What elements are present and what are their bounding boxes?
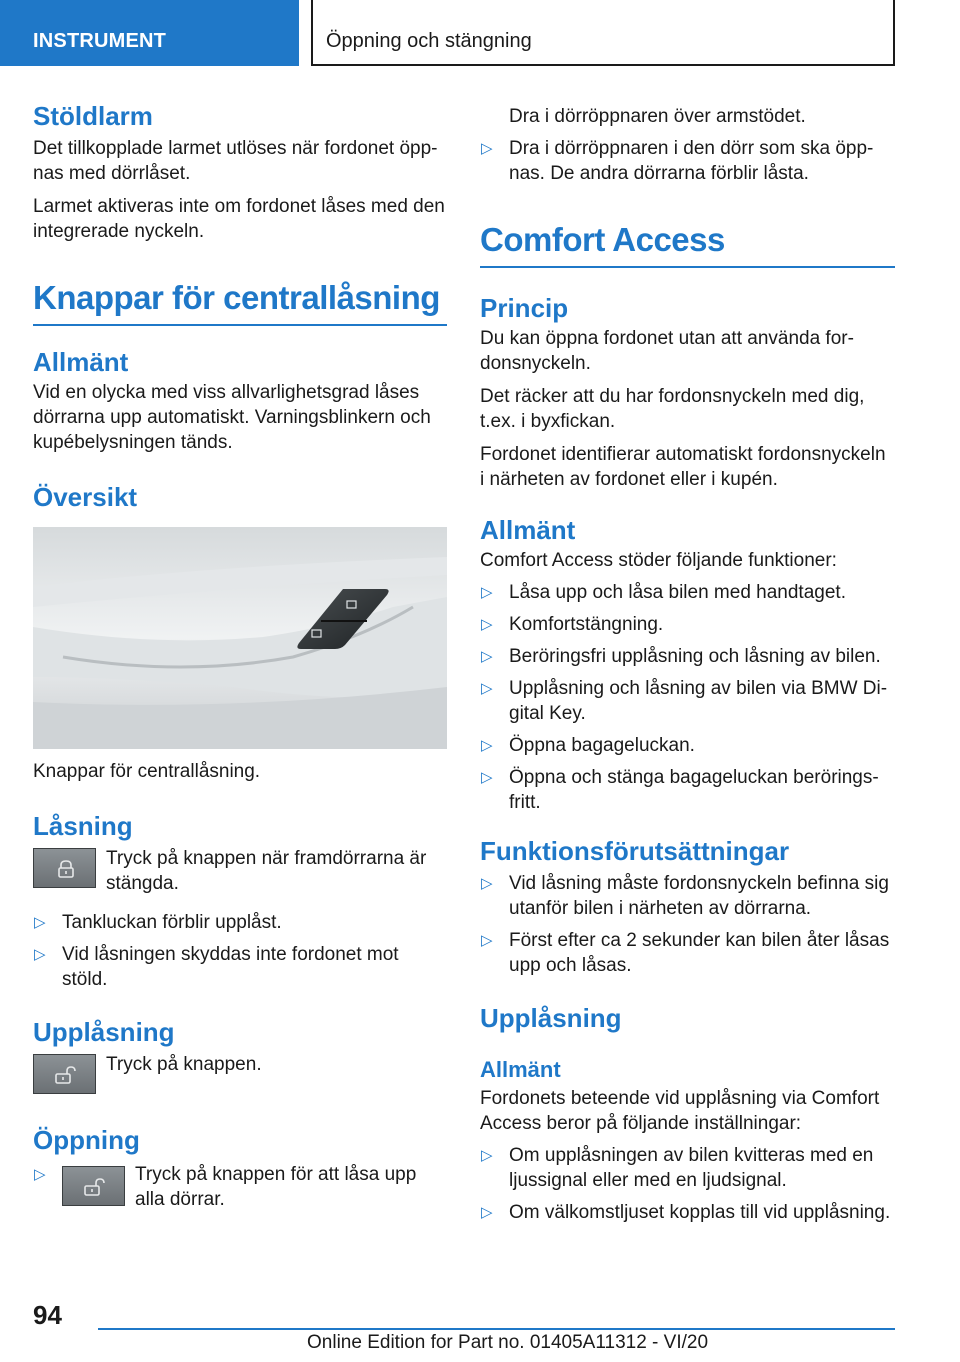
photo-caption: Knappar för centrallåsning. <box>33 761 261 782</box>
list-item: ▷ Först efter ca 2 sekunder kan bilen åter låsas upp och låsas. <box>481 930 890 976</box>
heading-upplasning: Upplåsning <box>33 1017 175 1047</box>
heading-princip: Princip <box>480 293 569 323</box>
paragraph: Dra i dörröppnaren över armstödet. <box>509 106 806 127</box>
door-buttons-photo <box>33 527 447 749</box>
lock-button-row <box>33 846 447 896</box>
heading-allmant: Allmänt <box>33 347 129 377</box>
paragraph: Fordonet identifierar automatiskt fordonsnyckeln i närheten av fordonet eller i kupén. <box>480 444 886 490</box>
list-item: ▷ Vid låsningen skyddas inte fordonet mot stöld. <box>34 944 399 990</box>
heading-allmant: Allmänt <box>480 515 576 545</box>
lock-button-image <box>33 848 96 888</box>
paragraph: Du kan öppna fordonet utan att använda for-donsnyckeln. <box>480 328 854 374</box>
triangle-right-icon: ▷ <box>34 946 46 963</box>
heading-lasning: Låsning <box>33 811 133 841</box>
list-item: ▷ Om välkomstljuset kopplas till vid upplåsning. <box>481 1202 891 1223</box>
triangle-right-icon: ▷ <box>481 875 493 892</box>
paragraph: Vid en olycka med viss allvarlighetsgrad låses dörrarna upp automatiskt. Varningsblinkern och kupébelysningen tänds. <box>33 382 431 453</box>
unlock-icon <box>55 1064 77 1086</box>
footer-divider <box>98 1328 895 1330</box>
triangle-right-icon: ▷ <box>481 932 493 949</box>
heading-oversikt: Översikt <box>33 482 138 512</box>
paragraph: Det räcker att du har fordonsnyckeln med dig, t.ex. i byxfickan. <box>480 386 865 432</box>
page-header <box>0 0 960 66</box>
door-panel-illustration <box>33 527 447 749</box>
triangle-right-icon: ▷ <box>34 914 46 931</box>
heading-stoldlarm: Stöldlarm <box>33 101 153 131</box>
chapter-tab <box>311 0 895 66</box>
list-item: ▷ Öppna och stänga bagageluckan berörings-fritt. <box>481 767 879 813</box>
lock-instruction: Tryck på knappen när framdörrarna är stängda. <box>106 848 427 894</box>
heading-knappar: Knappar för centrallåsning <box>33 278 447 326</box>
triangle-right-icon: ▷ <box>481 1204 493 1221</box>
unlock-button-image <box>33 1054 96 1094</box>
list-item: ▷ Låsa upp och låsa bilen med handtaget. <box>481 582 846 603</box>
triangle-right-icon: ▷ <box>481 1147 493 1164</box>
edition-text: Online Edition for Part no. 01405A11312 - VI/20 <box>307 1332 709 1353</box>
paragraph: Larmet aktiveras inte om fordonet låses med den integrerade nyckeln. <box>33 196 445 242</box>
heading-upplasning: Upplåsning <box>480 1003 622 1033</box>
heading-comfort-access: Comfort Access <box>480 220 895 268</box>
list-item: ▷ Vid låsning måste fordonsnyckeln befinna sig utanför bilen i närheten av dörrarna. <box>481 873 889 919</box>
list-item: ▷ Öppna bagageluckan. <box>481 735 695 756</box>
subheading-allmant: Allmänt <box>480 1057 561 1082</box>
section-label: INSTRUMENT <box>33 30 167 52</box>
unlock-button-image <box>62 1166 125 1206</box>
list-item: ▷ Upplåsning och låsning av bilen via BMW Di-gital Key. <box>481 678 888 724</box>
right-column <box>480 104 895 1225</box>
triangle-right-icon: ▷ <box>481 648 493 665</box>
lock-icon <box>55 858 77 880</box>
triangle-right-icon: ▷ <box>481 769 493 786</box>
triangle-right-icon: ▷ <box>34 1166 46 1183</box>
unlock-icon <box>84 1176 106 1198</box>
triangle-right-icon: ▷ <box>481 737 493 754</box>
list-item <box>33 1162 447 1212</box>
section-tab <box>0 0 299 66</box>
triangle-right-icon: ▷ <box>481 616 493 633</box>
paragraph: Comfort Access stöder följande funktioner: <box>480 550 837 571</box>
triangle-right-icon: ▷ <box>481 140 493 157</box>
list-item: ▷ Dra i dörröppnaren i den dörr som ska öpp-nas. De andra dörrarna förblir låsta. <box>481 138 874 184</box>
page-number: 94 <box>33 1300 62 1330</box>
list-item: ▷ Beröringsfri upplåsning och låsning av bilen. <box>481 646 881 667</box>
unlock-button-row <box>33 1052 447 1102</box>
list-item: ▷ Om upplåsningen av bilen kvitteras med en ljussignal eller med en ljudsignal. <box>481 1145 874 1191</box>
list-item: ▷ Tankluckan förblir upplåst. <box>34 912 282 933</box>
left-column <box>33 100 447 1212</box>
paragraph: Det tillkopplade larmet utlöses när fordonet öpp-nas med dörrlåset. <box>33 138 438 184</box>
list-item: ▷ Komfortstängning. <box>481 614 664 635</box>
paragraph: Fordonets beteende vid upplåsning via Comfort Access beror på följande inställningar: <box>480 1088 880 1134</box>
heading-funktionsforutsattningar: Funktionsförutsättningar <box>480 836 790 866</box>
open-instruction: Tryck på knappen för att låsa upp alla dörrar. <box>135 1164 417 1210</box>
triangle-right-icon: ▷ <box>481 584 493 601</box>
triangle-right-icon: ▷ <box>481 680 493 697</box>
heading-oppning: Öppning <box>33 1125 140 1155</box>
chapter-label: Öppning och stängning <box>326 30 532 52</box>
unlock-instruction: Tryck på knappen. <box>106 1054 262 1075</box>
